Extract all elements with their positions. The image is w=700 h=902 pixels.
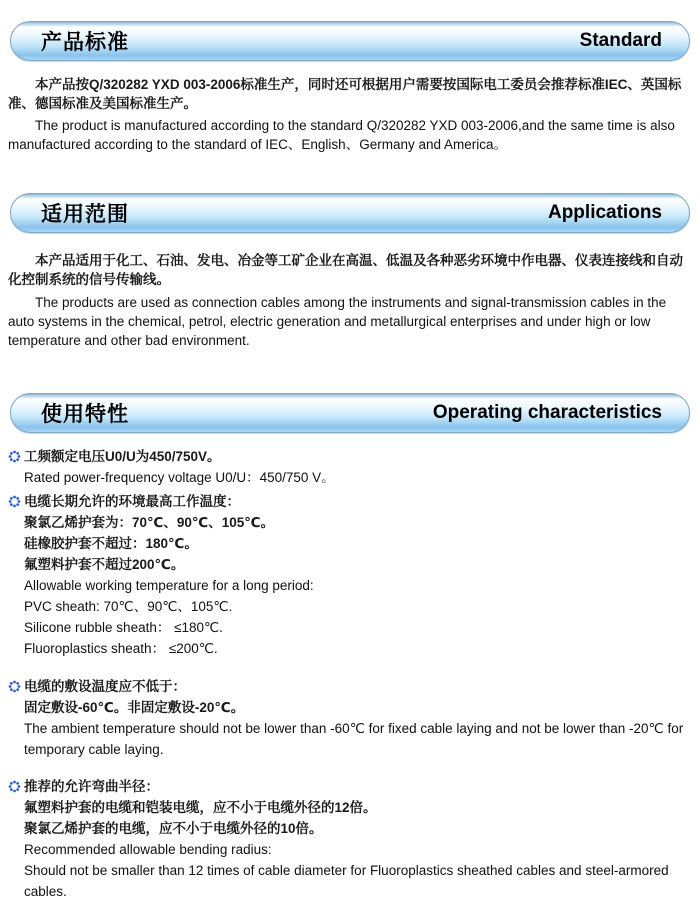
paragraph-zh: 本产品适用于化工、石油、发电、冶金等工矿企业在高温、低温及各种恶劣环境中作电器、仪表连接线和自动化控制系统的信号传输线。 — [8, 253, 683, 287]
bullet-line: PVC sheath: 70℃、90℃、105℃. — [24, 599, 233, 614]
operating-characteristics-list — [8, 446, 694, 902]
bullet-line: Allowable working temperature for a long period: — [24, 578, 314, 593]
bullet-line: 聚氯乙烯护套的电缆，应不小于电缆外径的10倍。 — [24, 821, 323, 836]
section-header-applications — [10, 193, 690, 233]
section-title-zh: 产品标准 — [41, 31, 129, 54]
gear-dots-icon — [8, 780, 21, 793]
bullet-item-rated-voltage — [8, 446, 694, 488]
bullet-line: 氟塑料护套不超过200℃。 — [24, 557, 185, 572]
bullet-line: Recommended allowable bending radius: — [24, 842, 272, 857]
section-title-zh: 适用范围 — [41, 203, 129, 226]
section-title-zh: 使用特性 — [41, 403, 129, 426]
section-body-applications — [8, 251, 694, 350]
section-title-en: Standard — [579, 30, 662, 51]
bullet-line: 聚氯乙烯护套为：70℃、90℃、105℃。 — [24, 515, 275, 530]
paragraph-en: The products are used as connection cables among the instruments and signal-transmission cables in the auto systems in the chemical, petrol, electric generation and metallurgical enterprises and under high or low temperature and other bad environment. — [8, 295, 667, 348]
bullet-line: 硅橡胶护套不超过：180℃。 — [24, 536, 198, 551]
bullet-line: 电缆长期允许的环境最高工作温度： — [24, 494, 240, 509]
section-header-standard — [10, 21, 690, 61]
gear-dots-icon — [8, 680, 21, 693]
bullet-line: 工频额定电压U0/U为450/750V。 — [24, 449, 221, 464]
section-body-standard — [8, 75, 694, 154]
gear-dots-icon — [8, 450, 21, 463]
section-title-en: Applications — [547, 202, 662, 223]
document-page — [0, 21, 700, 899]
bullet-line: The ambient temperature should not be lower than -60℃ for fixed cable laying and not be lower than -20℃ for temporary cable laying. — [24, 721, 684, 757]
bullet-item-working-temperature — [8, 491, 694, 659]
bullet-line: Fluoroplastics sheath： ≤200℃. — [24, 641, 218, 656]
paragraph-zh: 本产品按Q/320282 YXD 003-2006标准生产，同时还可根据用户需要按国际电工委员会推荐标准IEC、英国标准、德国标准及美国标准生产。 — [8, 77, 682, 111]
paragraph-en: The product is manufactured according to the standard Q/320282 YXD 003-2006,and the same time is also manufactured according to the standard of IEC、English、Germany and America。 — [8, 118, 675, 152]
bullet-item-laying-temperature — [8, 676, 694, 760]
gear-dots-icon — [8, 495, 21, 508]
bullet-line: 氟塑料护套的电缆和铠装电缆，应不小于电缆外径的12倍。 — [24, 800, 377, 815]
bullet-line: 固定敷设-60℃。非固定敷设-20℃。 — [24, 700, 245, 715]
bullet-line: 电缆的敷设温度应不低于： — [24, 679, 186, 694]
bullet-line: Silicone rubble sheath： ≤180℃. — [24, 620, 223, 635]
section-title-en: Operating characteristics — [432, 402, 662, 423]
bullet-line: 推荐的允许弯曲半径： — [24, 779, 159, 794]
bullet-item-bending-radius — [8, 776, 694, 902]
bullet-line: Should not be smaller than 12 times of cable diameter for Fluoroplastics sheathed cables and steel-armored cables. — [24, 863, 669, 899]
section-header-operating-characteristics — [10, 393, 690, 433]
bullet-line: Rated power-frequency voltage U0/U：450/750 V。 — [24, 470, 335, 485]
